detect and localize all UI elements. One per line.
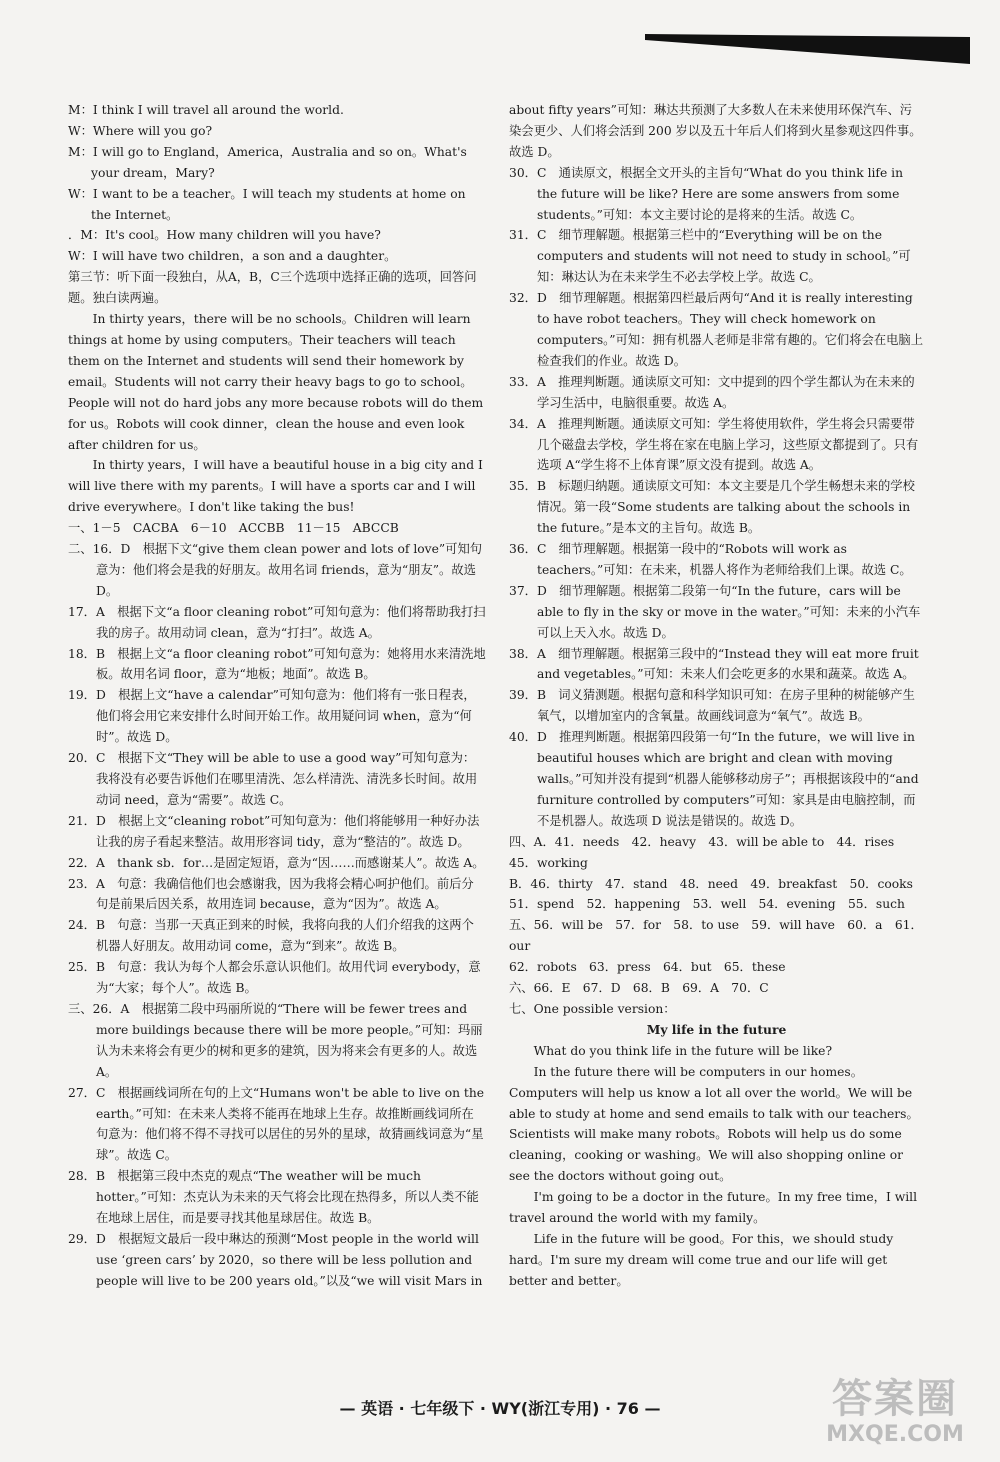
answer-paragraph: ．M：It's cool。How many children will you have? xyxy=(68,228,381,243)
answer-paragraph: 35．B 标题归纳题。通读原文可知：本文主要是几个学生畅想未来的学校情况。第一段“Some students are talking about the schools in the future。”是本文的主旨句。故选 B。 xyxy=(509,479,915,536)
answer-paragraph: 一、1－5 CACBA 6－10 ACCBB 11－15 ABCCB xyxy=(68,521,399,536)
answer-paragraph: B．46．thirty 47．stand 48．need 49．breakfast 50．cooks xyxy=(509,876,913,891)
answer-paragraph: W：I will have two children，a son and a daughter。 xyxy=(68,249,397,264)
answer-paragraph: 29．D 根据短文最后一段中琳达的预测“Most people in the world will use ‘green cars’ by 2020，so there will be less pollution and people will live to be 200 years old。”以及“we will visit Mars in xyxy=(68,1231,483,1288)
answer-paragraph: Life in the future will be good。For this，we should study hard。I'm sure my dream will come true and our life will get better and better。 xyxy=(509,1231,894,1288)
answer-paragraph: 40．D 推理判断题。根据第四段第一句“In the future，we will live in beautiful houses which are bright and clean with moving walls。”可知并没有提到“机器人能够移动房子”；再根据该段中的“and furniture controlled by computers”可知：家具是由电脑控制，而不是机器人。故选项 D 说法是错误的。故选 D。 xyxy=(509,730,919,828)
header-decoration-bar xyxy=(645,34,970,64)
answer-paragraph: W：I want to be a teacher。I will teach my students at home on the Internet。 xyxy=(68,186,466,222)
answer-paragraph: 三、26．A 根据第二段中玛丽所说的“There will be fewer trees and more buildings because there will be more people。”可知：玛丽认为未来将会有更少的树和更多的建筑，因为将来会有更多的人。故选 A。 xyxy=(68,1001,483,1079)
answer-paragraph: about fifty years”可知：琳达共预测了大多数人在未来使用环保汽车、污染会更少、人们将会活到 200 岁以及五十年后人们将到火星参观这四件事。故选 D。 xyxy=(509,103,922,159)
answer-paragraph: 19．D 根据上文“have a calendar”可知句意为：他们将有一张日程表，他们将会用它来安排什么时间开始工作。故用疑问词 when，意为“何时”。故选 D。 xyxy=(68,688,476,745)
answer-paragraph: My life in the future xyxy=(646,1021,787,1037)
answer-paragraph: 20．C 根据下文“They will be able to use a good way”可知句意为：我将没有必要告诉他们在哪里清洗、怎么样清洗、清洗多长时间。故用动词 need，意为“需要”。故选 C。 xyxy=(68,751,478,807)
answer-paragraph: 25．B 句意：我认为每个人都会乐意认识他们。故用代词 everybody，意为“大家；每个人”。故选 B。 xyxy=(68,960,481,996)
answer-paragraph: 22．A thank sb．for…是固定短语，意为“因……而感谢某人”。故选 A。 xyxy=(68,855,485,870)
answer-paragraph: 17．A 根据下文“a floor cleaning robot”可知句意为：他们将帮助我打扫我的房子。故用动词 clean，意为“打扫”。故选 A。 xyxy=(68,604,486,640)
answer-paragraph: 31．C 细节理解题。根据第三栏中的“Everything will be on the computers and students will not need to study in school。”可知：琳达认为在未来学生不必去学校上学。故选 C。 xyxy=(509,228,911,285)
watermark-logo: 答案圈 xyxy=(832,1376,958,1422)
answer-paragraph: W：Where will you go? xyxy=(68,123,213,138)
left-column xyxy=(68,100,486,1292)
answer-paragraph: 33．A 推理判断题。通读原文可知：文中提到的四个学生都认为在未来的学习生活中，电脑很重要。故选 A。 xyxy=(509,374,915,410)
answer-paragraph: 28．B 根据第三段中杰克的观点“The weather will be much hotter。”可知：杰克认为未来的天气将会比现在热得多，所以人类不能在地球上居住，而是要寻找其他星球居住。故选 B。 xyxy=(68,1169,479,1226)
answer-paragraph: 23．A 句意：我确信他们也会感谢我，因为我将会精心呵护他们。前后分句是前果后因关系，故用连词 because，意为“因为”。故选 A。 xyxy=(68,876,474,912)
answer-paragraph: M：I think I will travel all around the world. xyxy=(68,103,344,117)
answer-paragraph: 二、16．D 根据下文“give them clean power and lots of love”可知句意为：他们将会是我的好朋友。故用名词 friends，意为“朋友”。故选 D。 xyxy=(68,542,483,598)
answer-paragraph: 62．robots 63．press 64．but 65．these xyxy=(509,960,786,975)
answer-paragraph: 七、One possible version： xyxy=(509,1001,676,1016)
answer-paragraph: 51．spend 52．happening 53．well 54．evening 55．such xyxy=(509,897,905,912)
answer-paragraph: 第三节：听下面一段独白，从A，B，C三个选项中选择正确的选项，回答问题。独白读两遍。 xyxy=(68,270,477,306)
answer-paragraph: 21．D 根据上文“cleaning robot”可知句意为：他们将能够用一种好办法让我的房子看起来整洁。故用形容词 tidy，意为“整洁的”。故选 D。 xyxy=(68,813,480,849)
answer-paragraph: In thirty years，I will have a beautiful house in a big city and I will live there with my parents。I will have a sports car and I will drive everywhere。I don't like taking the bus! xyxy=(68,458,483,515)
answer-paragraph: In thirty years，there will be no schools。Children will learn things at home by using computers。Their teachers will teach them on the Internet and students will send their homework by email。Students will not carry their heavy bags to go to school。People will not do hard jobs any more because robots will do them for us。Robots will cook dinner，clean the house and even look after children for us。 xyxy=(68,312,484,452)
answer-paragraph: 27．C 根据画线词所在句的上文“Humans won't be able to live on the earth。”可知：在未来人类将不能再在地球上生存。故推断画线词所在句意为：他们将不得不寻找可以居住的另外的星球，故猜画线词意为“星球”。故选 C。 xyxy=(68,1085,485,1163)
page-footer: — 英语 · 七年级下 · WY(浙江专用) · 76 — xyxy=(339,1399,661,1418)
answer-paragraph: 四、A．41．needs 42．heavy 43．will be able to 44．rises xyxy=(509,834,895,849)
answer-paragraph: M：I will go to England，America，Australia and so on。What's your dream，Mary? xyxy=(68,144,467,180)
answer-paragraph: 45．working xyxy=(509,855,588,870)
answer-paragraph: 34．A 推理判断题。通读原文可知：学生将使用软件，学生将会只需要带几个磁盘去学校，学生将在家在电脑上学习，这些原文都提到了。只有选项 A“学生将不上体育课”原文没有提到。故选 A。 xyxy=(509,416,919,473)
watermark-url: MXQE.COM xyxy=(826,1422,964,1447)
answer-paragraph: 六、66．E 67．D 68．B 69．A 70．C xyxy=(509,981,769,996)
answer-paragraph: In the future there will be computers in our homes。Computers will help us know a lot all over the world。We will be able to study at home and send emails to talk with our teachers。Scientists will make many robots。Robots will help us do some cleaning，cooking or washing。We will also shopping online or see the doctors without going out。 xyxy=(509,1064,919,1184)
right-column xyxy=(509,100,924,1292)
answer-paragraph: I'm going to be a doctor in the future。In my free time，I will travel around the world with my family。 xyxy=(509,1190,918,1226)
answer-paragraph: 32．D 细节理解题。根据第四栏最后两句“And it is really interesting to have robot teachers。They will check homework on computers。”可知：拥有机器人老师是非常有趣的。它们将会在电脑上检查我们的作业。故选 D。 xyxy=(509,291,924,368)
answer-paragraph: 30．C 通读原文，根据全文开头的主旨句“What do you think life in the future will be like? Here are some answers from some students。”可知：本文主要讨论的是将来的生活。故选 C。 xyxy=(509,165,904,222)
answer-paragraph: 36．C 细节理解题。根据第一段中的“Robots will work as teachers。”可知：在未来，机器人将作为老师给我们上课。故选 C。 xyxy=(509,542,912,577)
answer-paragraph: 18．B 根据上文“a floor cleaning robot”可知句意为：她将用水来清洗地板。故用名词 floor，意为“地板；地面”。故选 B。 xyxy=(68,646,486,682)
answer-paragraph: 39．B 词义猜测题。根据句意和科学知识可知：在房子里种的树能够产生氧气，以增加室内的含氧量。故画线词意为“氧气”。故选 B。 xyxy=(509,688,915,724)
answer-paragraph: 五、56．will be 57．for 58．to use 59．will have 60．a 61．our xyxy=(509,918,923,954)
answer-paragraph: What do you think life in the future will be like? xyxy=(533,1043,833,1058)
watermark xyxy=(810,1376,980,1454)
answer-paragraph: 37．D 细节理解题。根据第二段第一句“In the future，cars will be able to fly in the sky or move in the water。”可知：未来的小汽车可以上天入水。故选 D。 xyxy=(509,583,921,640)
answer-paragraph: 38．A 细节理解题。根据第三段中的“Instead they will eat more fruit and vegetables。”可知：未来人们会吃更多的水果和蔬菜。故选 A。 xyxy=(509,646,919,682)
answer-paragraph: 24．B 句意：当那一天真正到来的时候，我将向我的人们介绍我的这两个机器人好朋友。故用动词 come，意为“到来”。故选 B。 xyxy=(68,918,474,954)
